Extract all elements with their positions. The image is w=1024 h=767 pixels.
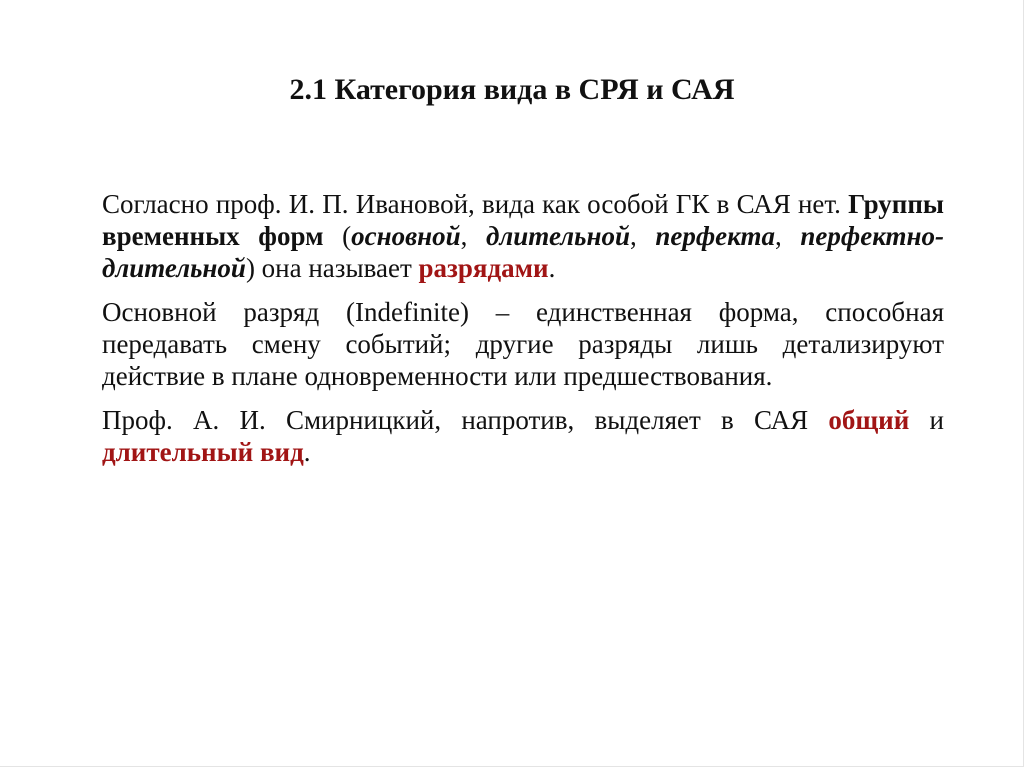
text-segment: Основной разряд (Indefinite) – единственная форма, способная передавать смену событий; другие разряды лишь детализируют действие в плане одновременности или предшествования. — [102, 297, 944, 391]
text-segment: и — [909, 405, 944, 435]
term-razryady: разрядами — [418, 253, 549, 283]
term-continuous: длительной — [486, 221, 630, 251]
term-continuous-aspect: длительный вид — [102, 437, 304, 467]
paragraph-smirnitsky — [102, 404, 944, 468]
paragraph-indefinite — [102, 296, 944, 392]
term-common-aspect: общий — [828, 405, 910, 435]
text-segment: . — [303, 437, 311, 467]
term-perfect: перфекта — [655, 221, 776, 251]
slide-title: 2.1 Категория вида в СРЯ и САЯ — [289, 73, 735, 106]
text-segment: , — [775, 221, 801, 251]
text-segment: Согласно проф. И. П. Ивановой, вида как особой ГК в САЯ нет. — [102, 189, 849, 219]
slide-body — [102, 188, 944, 480]
text-segment: , — [460, 221, 487, 251]
paragraph-ivanova — [102, 188, 944, 284]
text-segment: , — [629, 221, 656, 251]
text-segment: ) она называет — [245, 253, 419, 283]
text-segment: ( — [323, 221, 352, 251]
text-segment: Проф. А. И. Смирницкий, напротив, выделяет в САЯ — [102, 405, 829, 435]
term-perfect-continuous: перфектно-длительной — [102, 221, 945, 283]
text-segment: . — [548, 253, 556, 283]
term-basic: основной — [351, 221, 461, 251]
term-tense-groups: Группы временных форм — [102, 189, 944, 251]
